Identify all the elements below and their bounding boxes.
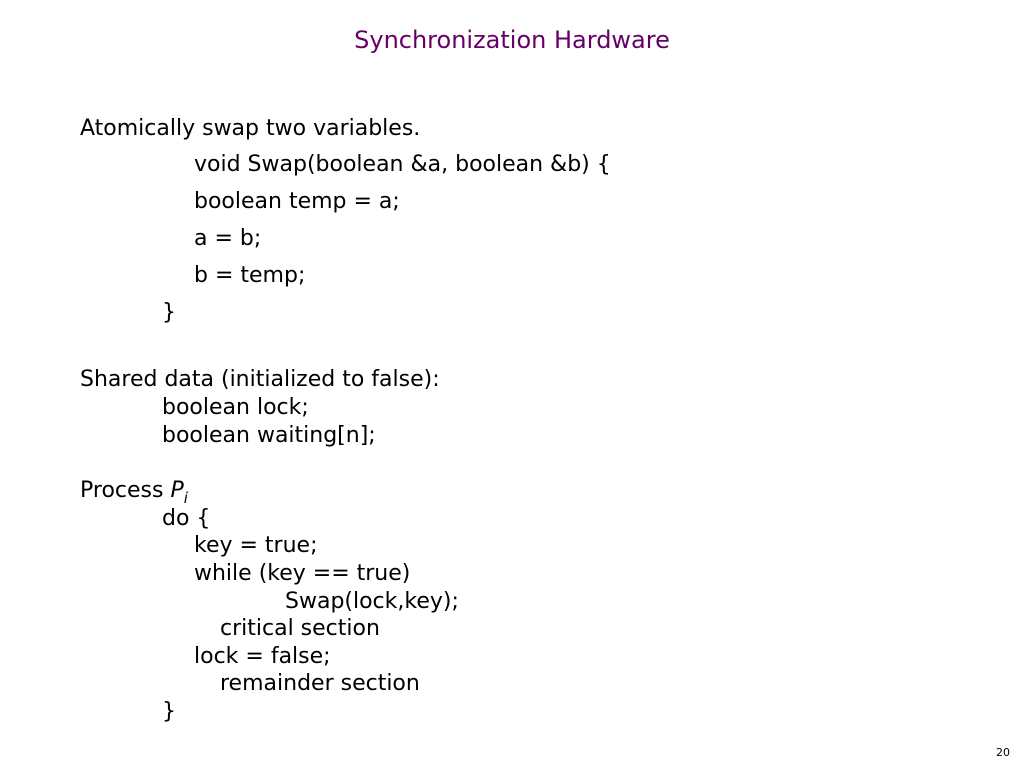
process-subscript: i — [183, 489, 188, 507]
code-line: void Swap(boolean &a, boolean &b) { — [194, 152, 611, 177]
code-line: while (key == true) — [194, 561, 411, 586]
process-heading — [80, 476, 188, 506]
code-line: remainder section — [220, 671, 420, 696]
code-line: } — [162, 699, 176, 724]
slide-title: Synchronization Hardware — [354, 26, 670, 54]
code-line: b = temp; — [194, 263, 306, 288]
code-line: boolean lock; — [162, 395, 309, 420]
process-variable — [170, 478, 188, 507]
code-line: lock = false; — [194, 644, 331, 669]
code-line: key = true; — [194, 533, 318, 558]
process-var: P — [170, 478, 184, 503]
page-number: 20 — [996, 746, 1010, 759]
code-line: boolean temp = a; — [194, 189, 400, 214]
process-label: Process — [80, 478, 164, 503]
code-line: do { — [162, 506, 211, 531]
shared-data-heading: Shared data (initialized to false): — [80, 367, 440, 392]
code-line: Swap(lock,key); — [285, 589, 459, 614]
code-line: boolean waiting[n]; — [162, 423, 376, 448]
code-line: } — [162, 300, 176, 325]
swap-heading: Atomically swap two variables. — [80, 116, 421, 141]
code-line: critical section — [220, 616, 380, 641]
code-line: a = b; — [194, 226, 262, 251]
